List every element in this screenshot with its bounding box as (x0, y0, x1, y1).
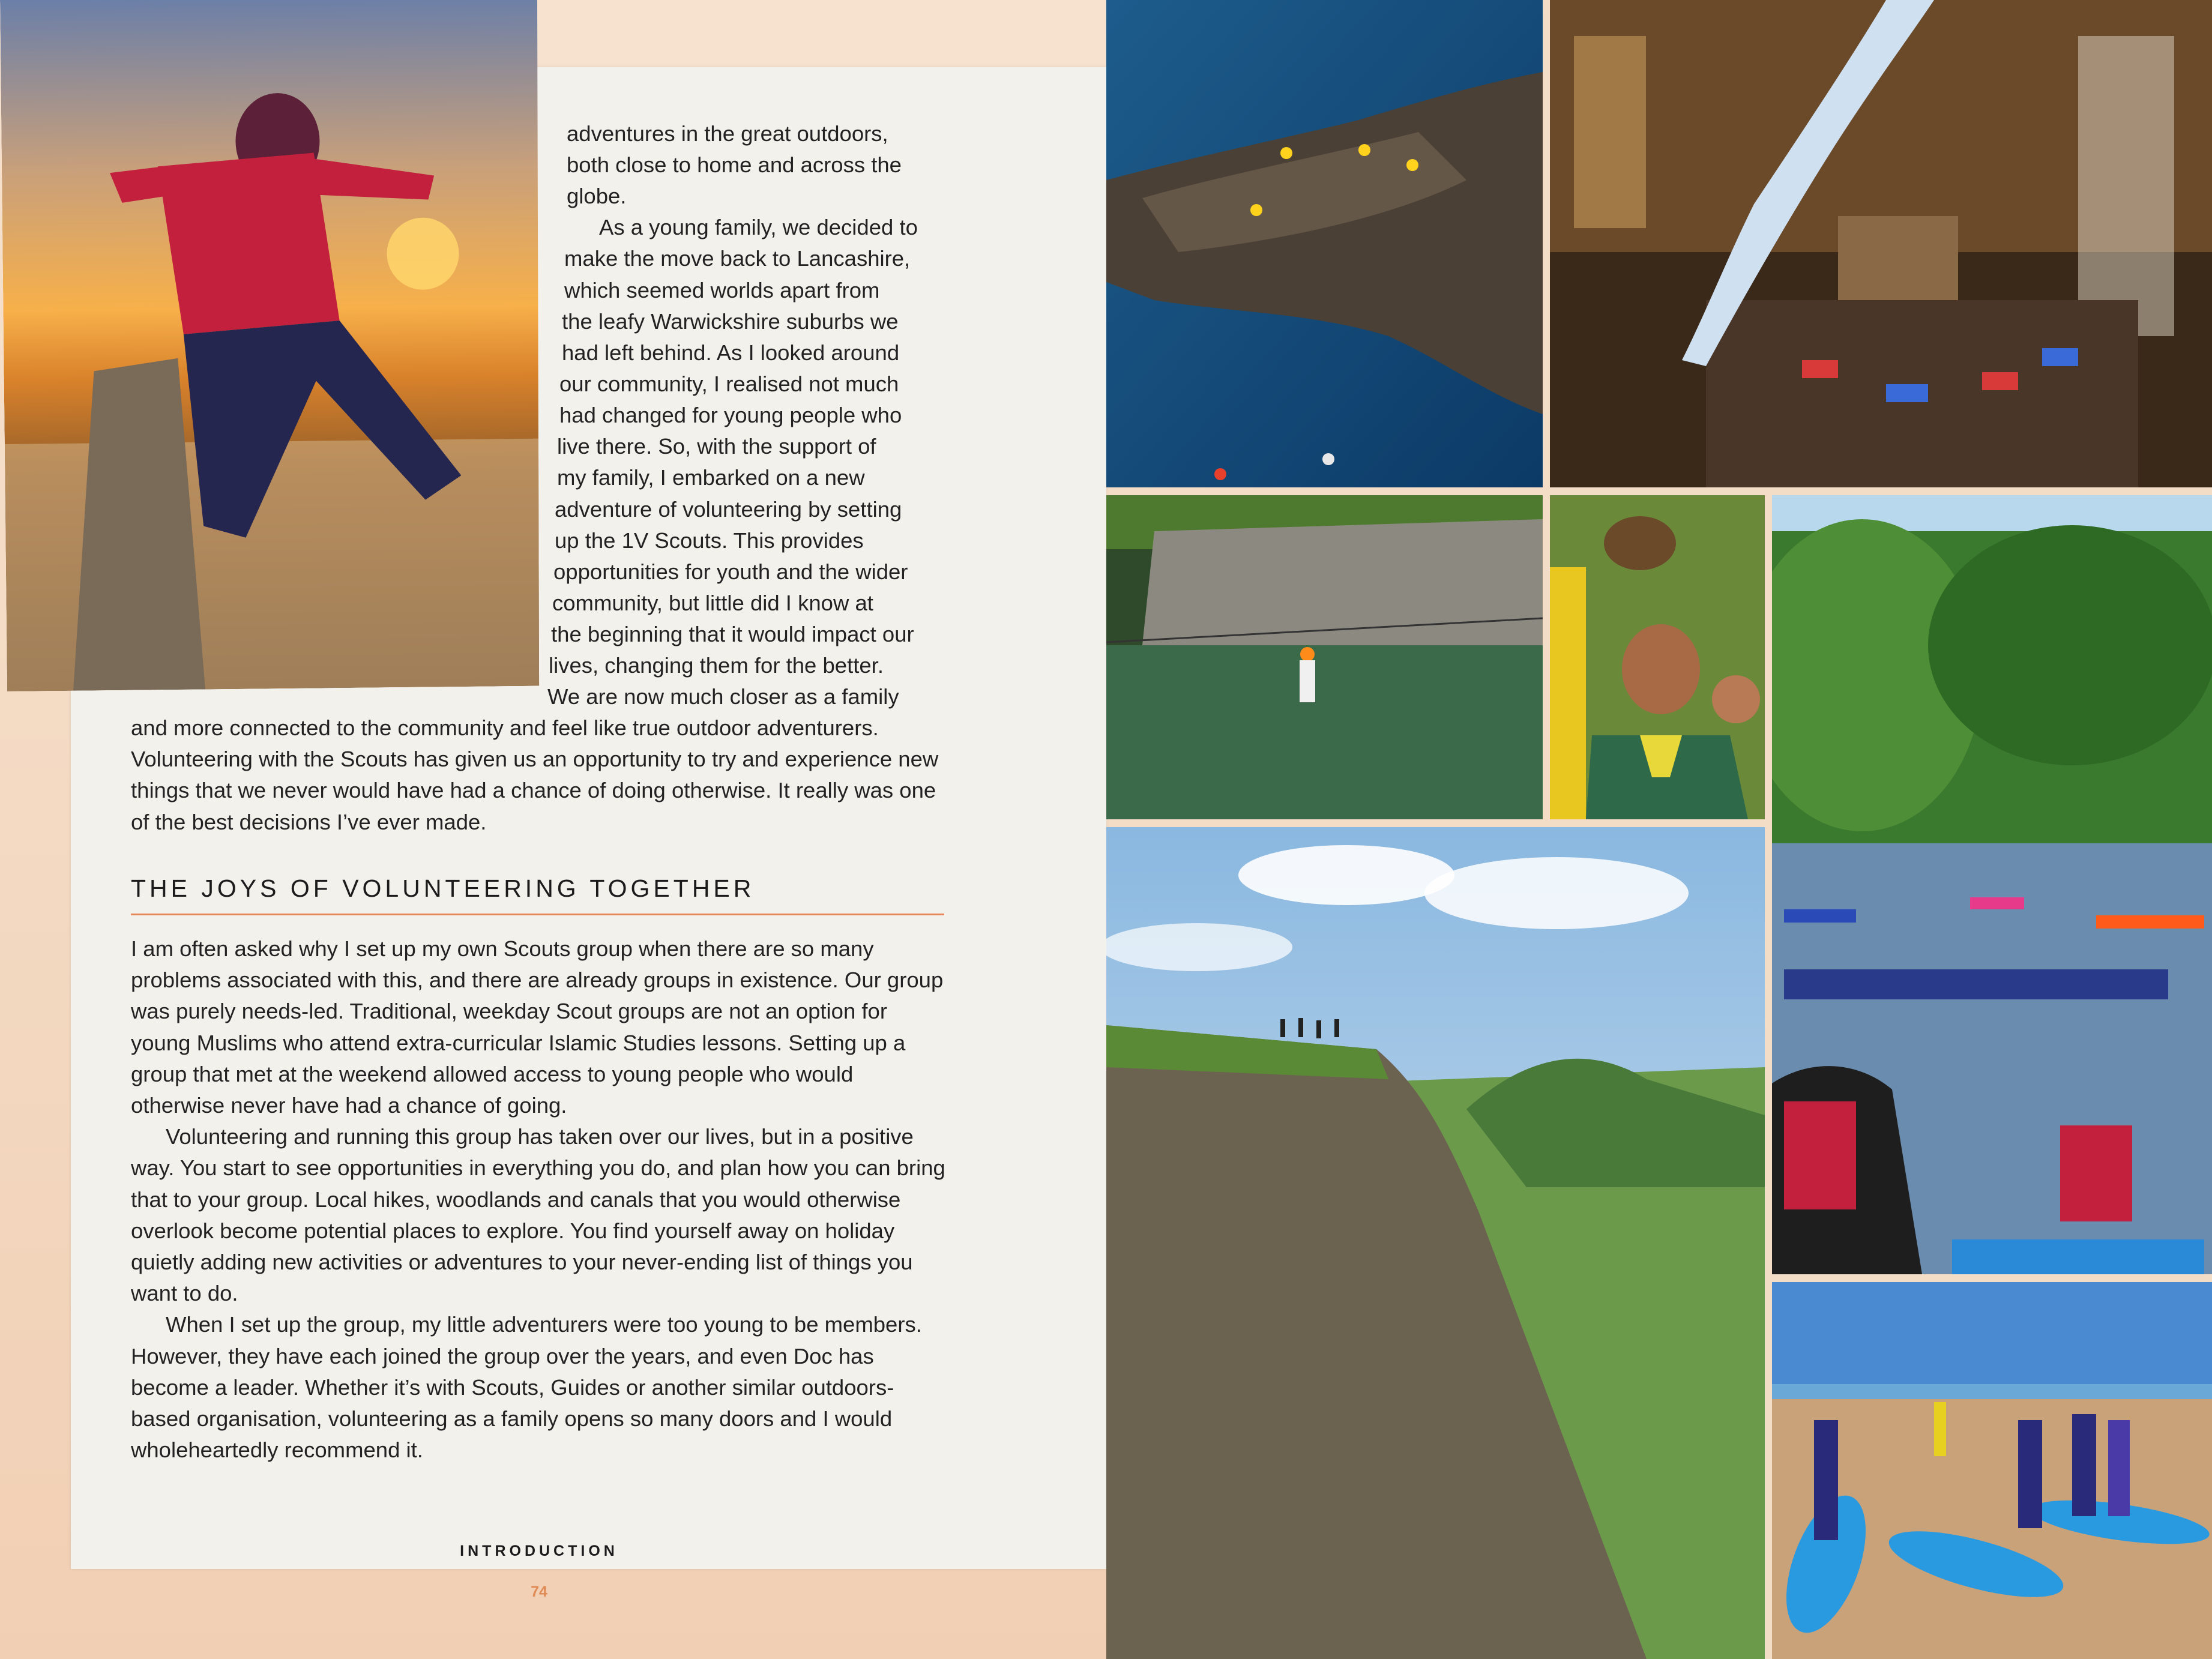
photo-child-sunset (0, 0, 544, 691)
photo-zipline-quarry (1106, 495, 1543, 819)
text-line: community, but little did I know at (552, 591, 873, 615)
body-text (131, 933, 947, 1466)
text-line: opportunities for youth and the wider (553, 559, 908, 584)
text-line: had left behind. As I looked around (562, 340, 900, 365)
text-line: the beginning that it would impact our (551, 622, 914, 646)
paragraph: When I set up the group, my little adventurers were too young to be members. However, they have each joined the group over the years, and even Doc has become a leader. Whether it’s with Scouts, Guides or another similar outdoors-based organisation, volunteering as a family opens so many doors and I would wholeheartedly recommend it. (131, 1312, 922, 1463)
paragraph: I am often asked why I set up my own Scouts group when there are so many problems associated with this, and there are already groups in existence. Our group was purely needs-led. Traditional, weekday Scout groups are not an option for young Muslims who attend extra-curricular Islamic Studies lessons. Setting up a group that met at the weekend allowed access to young people who would otherwise never have had a chance of going. (131, 936, 944, 1118)
text-line: make the move back to Lancashire, (564, 246, 911, 271)
continued-paragraph (131, 712, 947, 838)
photo-kayaking-lake (1772, 495, 2212, 1274)
section-footer-label: INTRODUCTION (460, 1543, 618, 1559)
text-line: both close to home and across the (567, 152, 902, 177)
photo-surf-beach (1772, 1282, 2212, 1659)
paragraph: Volunteering and running this group has taken over our lives, but in a positive way. You start to see opportunities in everything you do, and plan how you can bring that to your group. Local hikes, woodlands and canals that you would otherwise overlook become potential places to explore. You find yourself away on holiday quietly adding new activities or adventures to your never-ending list of things you want to do. (131, 1124, 945, 1306)
text-line: live there. So, with the support of (557, 434, 876, 459)
text-line: my family, I embarked on a new (557, 465, 865, 490)
text-line: which seemed worlds apart from (564, 278, 880, 303)
section-heading: THE JOYS OF VOLUNTEERING TOGETHER (131, 875, 944, 915)
text-line: globe. (567, 184, 627, 208)
text-line: adventure of volunteering by setting (555, 497, 902, 522)
text-line: adventures in the great outdoors, (567, 121, 888, 146)
photo-scout-with-eagle (1550, 495, 1765, 819)
text-line: the leafy Warwickshire suburbs we (562, 309, 899, 334)
text-line: had changed for young people who (559, 403, 902, 427)
photo-coasteering-rocks (1106, 0, 1543, 487)
photo-cliff-hike (1106, 827, 1765, 1659)
page-number: 74 (531, 1583, 547, 1600)
photo-museum-whale (1550, 0, 2212, 487)
text-line: As a young family, we decided to (599, 215, 918, 239)
text-line: lives, changing them for the better. (549, 653, 884, 678)
text-line: up the 1V Scouts. This provides (555, 528, 864, 553)
text-line: We are now much closer as a family (547, 684, 899, 709)
paragraph: and more connected to the community and feel like true outdoor adventurers. Volunteering with the Scouts has given us an opportunity to try and experience new things that we never would have had a chance of doing otherwise. It really was one of the best decisions I’ve ever made. (131, 715, 939, 834)
text-line: our community, I realised not much (559, 372, 899, 396)
